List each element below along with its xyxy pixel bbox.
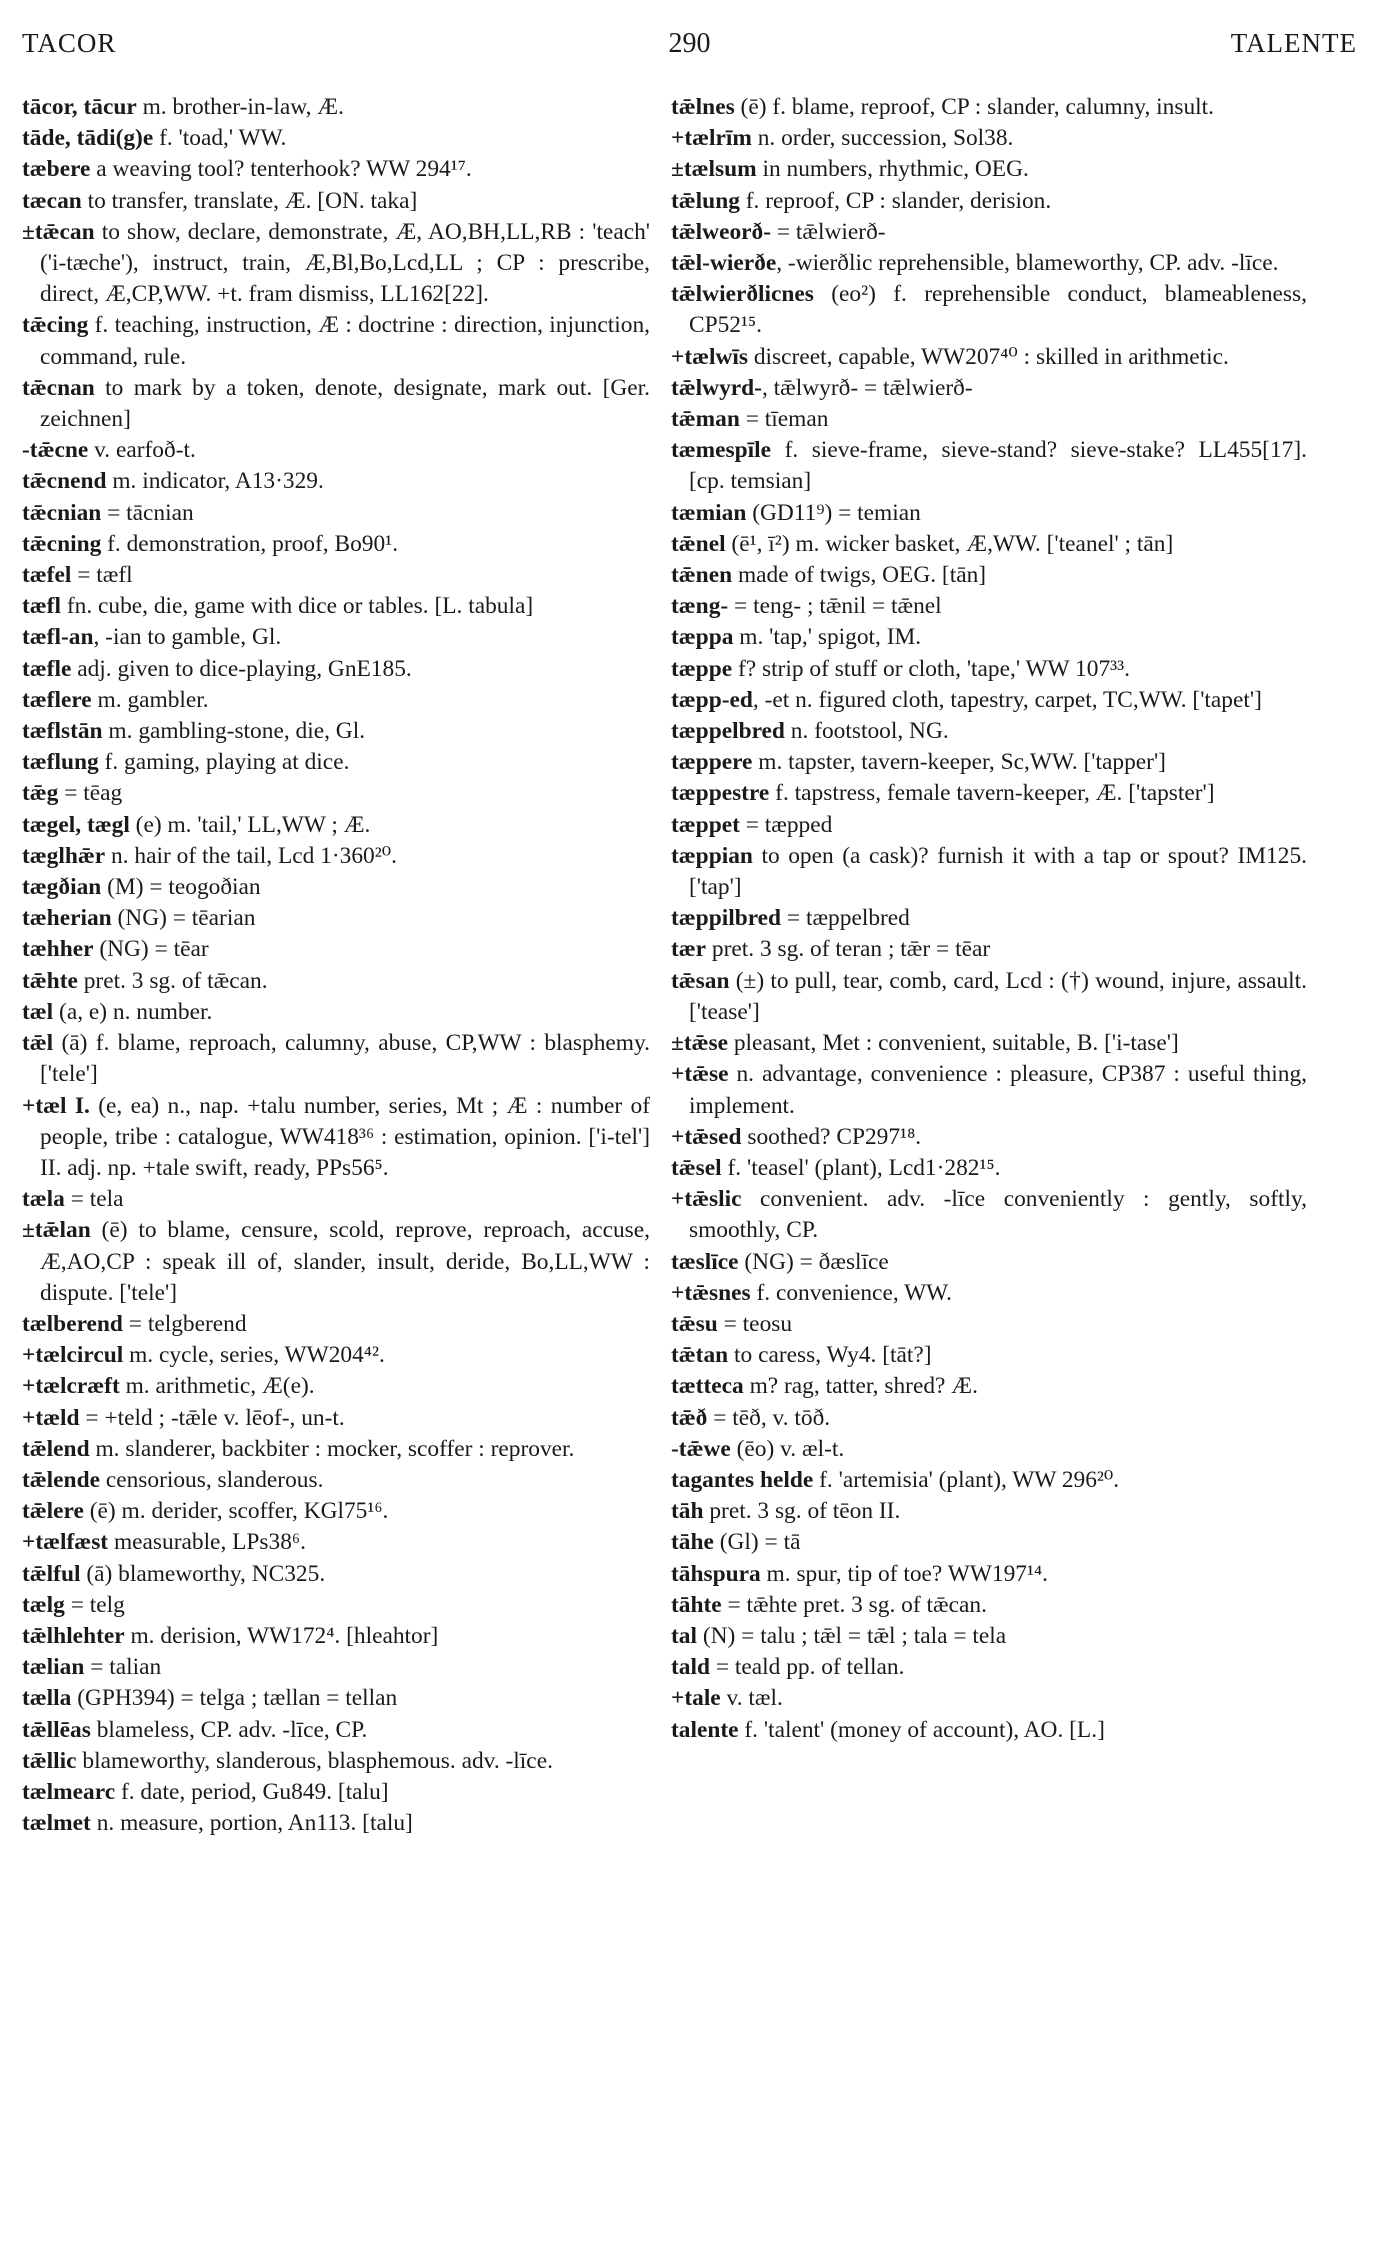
entry-definition: = tæfl <box>71 562 133 589</box>
entry-definition: (GD11⁹) = temian <box>746 499 921 526</box>
entry-definition: (e) m. 'tail,' LL,WW ; Æ. <box>129 811 371 838</box>
dictionary-entry <box>671 154 1307 185</box>
dictionary-entry <box>22 1465 650 1496</box>
entry-headword: tācor, tācur <box>22 94 137 120</box>
entry-headword: tæfle <box>22 655 72 682</box>
dictionary-entry <box>22 1652 650 1683</box>
entry-headword: ±tælsum <box>671 156 757 183</box>
entry-headword: tæl <box>22 998 54 1025</box>
dictionary-entry <box>671 1683 1307 1714</box>
dictionary-entry <box>22 529 650 560</box>
entry-definition: = tēag <box>58 780 123 807</box>
entry-definition: f. 'toad,' WW. <box>153 125 287 152</box>
entry-headword: tæppelbred <box>671 718 785 745</box>
entry-headword: tǣlnes <box>671 94 735 120</box>
entry-definition: (Gl) = tā <box>713 1529 801 1556</box>
entry-definition: n. order, succession, Sol38. <box>751 125 1014 152</box>
entry-definition: (ā) f. blame, reproach, calumny, abuse, CP,WW : blasphemy. ['tele'] <box>40 1030 650 1088</box>
entry-headword: tǣlere <box>22 1498 84 1525</box>
entry-definition: , -wierðlic reprehensible, blameworthy, CP. adv. -līce. <box>776 250 1279 277</box>
dictionary-entry <box>671 560 1307 591</box>
dictionary-entry <box>22 373 650 435</box>
entry-definition: m. gambler. <box>91 686 209 713</box>
entry-definition: = tela <box>64 1186 124 1213</box>
dictionary-entry <box>671 685 1307 716</box>
entry-definition: m? rag, tatter, shred? Æ. <box>743 1373 978 1400</box>
dictionary-entry <box>22 92 650 123</box>
dictionary-entry <box>22 747 650 778</box>
entry-definition: (GPH394) = telga ; tællan = tellan <box>71 1685 398 1712</box>
dictionary-entry <box>671 1403 1307 1434</box>
dictionary-entry <box>22 685 650 716</box>
dictionary-entry <box>671 903 1307 934</box>
dictionary-entry <box>22 872 650 903</box>
entry-headword: tælmearc <box>22 1778 116 1805</box>
entry-headword: talente <box>671 1716 739 1743</box>
entry-headword: +tælwīs <box>671 343 749 370</box>
entry-definition: f. 'talent' (money of account), AO. [L.] <box>738 1716 1105 1743</box>
entry-definition: , tǣlwyrð- = tǣlwierð- <box>761 374 973 401</box>
entry-headword: tæflstān <box>22 718 103 745</box>
entry-headword: tǣhte <box>22 967 78 994</box>
dictionary-entry <box>671 373 1307 404</box>
entry-definition: n. hair of the tail, Lcd 1·360²⁰. <box>105 842 397 869</box>
dictionary-entry <box>671 1496 1307 1527</box>
entry-headword: tæla <box>22 1186 65 1213</box>
dictionary-entry <box>671 1465 1307 1496</box>
entry-definition: m. spur, tip of toe? WW197¹⁴. <box>760 1560 1048 1587</box>
entry-headword: tǣnel <box>671 530 726 557</box>
entry-definition: f. tapstress, female tavern-keeper, Æ. ['tapster'] <box>769 780 1215 807</box>
entry-definition: (ā) blameworthy, NC325. <box>80 1560 326 1587</box>
entry-definition: = tācnian <box>101 499 194 526</box>
entry-definition: v. tæl. <box>720 1685 783 1712</box>
entry-definition: f. gaming, playing at dice. <box>98 749 350 776</box>
dictionary-entry <box>671 1371 1307 1402</box>
entry-headword: tǣlhlehter <box>22 1622 125 1649</box>
dictionary-entry <box>671 1247 1307 1278</box>
dictionary-entry <box>671 1715 1307 1746</box>
entry-definition: pleasant, Met : convenient, suitable, B. ['i-tase'] <box>728 1030 1179 1057</box>
entry-headword: tǣsu <box>671 1310 718 1337</box>
entry-definition: to caress, Wy4. [tāt?] <box>728 1342 932 1369</box>
dictionary-entry <box>671 841 1307 903</box>
entry-definition: v. earfoð-t. <box>88 437 196 464</box>
entry-headword: tæppian <box>671 842 753 869</box>
dictionary-entry <box>671 934 1307 965</box>
entry-definition: to show, declare, demonstrate, Æ, AO,BH,LL,RB : 'teach' ('i-tæche'), instruct, train, Æ,Bl,Bo,Lcd,LL ; CP : prescribe, direct, Æ,CP,WW. +t. fram dismiss, LL162[22]. <box>40 218 650 308</box>
entry-definition: f. reproof, CP : slander, derision. <box>739 187 1052 214</box>
dictionary-entry <box>22 997 650 1028</box>
dictionary-entry <box>671 747 1307 778</box>
dictionary-entry <box>671 1527 1307 1558</box>
dictionary-entry <box>22 466 650 497</box>
entry-headword: ±tǣcan <box>22 218 95 245</box>
entry-headword: -tǣwe <box>671 1435 731 1462</box>
entry-headword: tāhte <box>671 1591 722 1618</box>
dictionary-entry <box>22 1184 650 1215</box>
dictionary-entry <box>671 186 1307 217</box>
entry-headword: +tǣsed <box>671 1123 742 1150</box>
entry-headword: tǣcnan <box>22 374 95 401</box>
entry-headword: tælg <box>22 1591 65 1618</box>
dictionary-entry <box>22 123 650 154</box>
entry-headword: tǣlweorð- <box>671 218 772 245</box>
entry-headword: tǣcnend <box>22 468 107 495</box>
entry-definition: (ē¹, ī²) m. wicker basket, Æ,WW. ['teanel' ; tān] <box>725 530 1174 557</box>
entry-headword: tagantes helde <box>671 1466 814 1493</box>
entry-headword: tāh <box>671 1498 704 1525</box>
dictionary-entry <box>671 1559 1307 1590</box>
dictionary-entry <box>671 810 1307 841</box>
entry-definition: f. convenience, WW. <box>750 1279 952 1306</box>
dictionary-entry <box>22 1371 650 1402</box>
entry-definition: (N) = talu ; tǣl = tǣl ; tala = tela <box>696 1622 1007 1649</box>
entry-definition: = tīeman <box>739 406 829 433</box>
entry-headword: tæppet <box>671 811 740 838</box>
entry-headword: tæfel <box>22 562 72 589</box>
dictionary-entry <box>671 498 1307 529</box>
dictionary-entry <box>671 778 1307 809</box>
entry-headword: tal <box>671 1622 697 1649</box>
dictionary-entry <box>671 1621 1307 1652</box>
dictionary-entry <box>671 248 1307 279</box>
entry-headword: +tælfæst <box>22 1529 109 1556</box>
dictionary-entry <box>671 1153 1307 1184</box>
dictionary-entry <box>22 716 650 747</box>
dictionary-entry <box>671 716 1307 747</box>
entry-definition: f. sieve-frame, sieve-stand? sieve-stake? LL455[17]. [cp. temsian] <box>689 437 1307 495</box>
entry-headword: +tǣslic <box>671 1186 742 1213</box>
running-head-left: TACOR <box>22 28 117 58</box>
entry-headword: tǣlung <box>671 187 740 214</box>
entry-headword: tǣlend <box>22 1435 90 1462</box>
dictionary-entry <box>671 342 1307 373</box>
entry-definition: f. 'artemisia' (plant), WW 296²⁰. <box>813 1466 1120 1493</box>
dictionary-entry <box>22 560 650 591</box>
dictionary-entry <box>22 622 650 653</box>
entry-definition: measurable, LPs38⁶. <box>108 1529 306 1556</box>
entry-definition: = tǣlwierð- <box>771 218 886 245</box>
dictionary-entry <box>22 1215 650 1309</box>
entry-headword: tæng- <box>671 593 729 620</box>
entry-headword: +tælrīm <box>671 125 752 152</box>
dictionary-entry <box>671 217 1307 248</box>
entry-headword: tæfl <box>22 593 61 620</box>
dictionary-entry <box>22 498 650 529</box>
dictionary-entry <box>22 1621 650 1652</box>
entry-headword: tāde, tādi(g)e <box>22 125 154 152</box>
entry-definition: (NG) = tēarian <box>111 905 256 932</box>
entry-definition: to transfer, translate, Æ. [ON. taka] <box>81 187 418 214</box>
entry-definition: = tēð, v. tōð. <box>707 1404 831 1431</box>
dictionary-entry <box>671 1059 1307 1121</box>
entry-headword: tǣman <box>671 406 740 433</box>
dictionary-entry <box>22 1808 650 1839</box>
entry-headword: tǣg <box>22 780 59 807</box>
entry-definition: = talian <box>84 1654 162 1681</box>
dictionary-entry <box>22 654 650 685</box>
dictionary-entry <box>671 622 1307 653</box>
dictionary-entry <box>22 1434 650 1465</box>
entry-headword: tǣlwyrd- <box>671 374 762 401</box>
entry-definition: (ēo) v. æl-t. <box>730 1435 845 1462</box>
dictionary-entry <box>671 1652 1307 1683</box>
entry-headword: tāhe <box>671 1529 714 1556</box>
dictionary-entry <box>671 1590 1307 1621</box>
dictionary-entry <box>671 1309 1307 1340</box>
page-header <box>22 28 1357 68</box>
entry-headword: tǣsel <box>671 1154 722 1181</box>
dictionary-entry <box>671 1028 1307 1059</box>
entry-definition: made of twigs, OEG. [tān] <box>732 562 987 589</box>
dictionary-entry <box>22 1777 650 1808</box>
entry-definition: m. 'tap,' spigot, IM. <box>733 624 922 651</box>
entry-headword: tæpp-ed <box>671 686 753 713</box>
entry-definition: = tæpped <box>739 811 833 838</box>
entry-headword: tǣcning <box>22 530 102 557</box>
dictionary-entry <box>22 154 650 185</box>
entry-headword: tāhspura <box>671 1560 761 1587</box>
entry-definition: m. tapster, tavern-keeper, Sc,WW. ['tapper'] <box>752 749 1166 776</box>
entry-definition: = teng- ; tǣnil = tǣnel <box>728 593 942 620</box>
entry-definition: soothed? CP297¹⁸. <box>741 1123 922 1150</box>
entry-definition: blameworthy, slanderous, blasphemous. adv. -līce. <box>76 1747 553 1774</box>
entry-definition: to mark by a token, denote, designate, mark out. [Ger. zeichnen] <box>40 374 650 433</box>
entry-headword: tǣtan <box>671 1342 729 1369</box>
entry-headword: +tǣse <box>671 1061 729 1088</box>
entry-definition: fn. cube, die, game with dice or tables. [L. tabula] <box>60 593 534 620</box>
entry-headword: tælmet <box>22 1810 91 1837</box>
entry-definition: (ē) m. derider, scoffer, KGl75¹⁶. <box>83 1498 389 1525</box>
entry-headword: +tæl I. <box>22 1092 90 1119</box>
entry-definition: (M) = teogoðian <box>101 874 261 901</box>
entry-definition: n. footstool, NG. <box>784 718 949 745</box>
entry-headword: tær <box>671 936 707 963</box>
right-column <box>671 92 1307 1746</box>
entry-headword: tald <box>671 1654 710 1681</box>
dictionary-entry <box>671 1122 1307 1153</box>
dictionary-entry <box>671 1184 1307 1246</box>
entry-definition: (a, e) n. number. <box>53 998 213 1025</box>
entry-headword: tæppere <box>671 749 753 776</box>
entry-headword: tǣsan <box>671 967 730 994</box>
entry-definition: = teosu <box>717 1310 793 1337</box>
entry-definition: a weaving tool? tenterhook? WW 294¹⁷. <box>90 156 472 183</box>
entry-headword: tǣlwierðlicnes <box>671 281 814 308</box>
dictionary-entry <box>671 279 1307 341</box>
entry-headword: tǣcnian <box>22 499 102 526</box>
dictionary-entry <box>22 1715 650 1746</box>
dictionary-entry <box>22 1403 650 1434</box>
entry-headword: tætteca <box>671 1373 744 1400</box>
running-head-right: TALENTE <box>1230 28 1357 58</box>
dictionary-entry <box>22 186 650 217</box>
entry-headword: tǣl <box>22 1030 54 1057</box>
dictionary-entry <box>22 1590 650 1621</box>
dictionary-entry <box>22 1496 650 1527</box>
dictionary-entry <box>22 1091 650 1185</box>
entry-definition: to open (a cask)? furnish it with a tap or spout? IM125. ['tap'] <box>689 842 1307 901</box>
entry-headword: tælla <box>22 1685 72 1712</box>
entry-definition: f? strip of stuff or cloth, 'tape,' WW 107³³. <box>732 655 1131 682</box>
entry-headword: +tæld <box>22 1404 80 1431</box>
dictionary-entry <box>22 934 650 965</box>
dictionary-entry <box>22 217 650 311</box>
dictionary-entry <box>671 529 1307 560</box>
entry-definition: n. advantage, convenience : pleasure, CP387 : useful thing, implement. <box>689 1061 1307 1119</box>
entry-headword: tæslīce <box>671 1248 739 1275</box>
dictionary-entry <box>22 841 650 872</box>
entry-headword: ±tǣse <box>671 1030 729 1057</box>
entry-headword: tæflung <box>22 749 99 776</box>
entry-definition: f. 'teasel' (plant), Lcd1·282¹⁵. <box>721 1154 1001 1181</box>
entry-headword: tæppe <box>671 655 733 682</box>
entry-definition: = tæppelbred <box>781 905 910 932</box>
dictionary-entry <box>22 310 650 372</box>
dictionary-entry <box>671 92 1307 123</box>
entry-definition: m. slanderer, backbiter : mocker, scoffer : reprover. <box>89 1435 575 1462</box>
dictionary-entry <box>22 1527 650 1558</box>
entry-definition: (NG) = ðæslīce <box>738 1248 889 1275</box>
entry-headword: tæcan <box>22 187 82 214</box>
entry-definition: adj. given to dice-playing, GnE185. <box>71 655 412 682</box>
entry-headword: -tǣcne <box>22 437 89 464</box>
entry-definition: (e, ea) n., nap. +talu number, series, Mt ; Æ : number of people, tribe : catalogue, WW418³⁶ : estimation, opinion. ['i-tel'] II. adj. np. +tale swift, ready, PPs56⁵. <box>40 1092 650 1181</box>
entry-definition: m. cycle, series, WW204⁴². <box>123 1342 385 1369</box>
entry-definition: f. date, period, Gu849. [talu] <box>115 1778 389 1805</box>
entry-definition: = telgberend <box>122 1310 247 1337</box>
entry-headword: tæppestre <box>671 780 770 807</box>
entry-headword: tǣcing <box>22 312 89 339</box>
entry-definition: f. demonstration, proof, Bo90¹. <box>101 530 399 557</box>
entry-headword: tægel, tægl <box>22 811 130 838</box>
entry-definition: m. gambling-stone, die, Gl. <box>102 718 366 745</box>
entry-headword: tǣlende <box>22 1466 100 1493</box>
entry-headword: ±tǣlan <box>22 1217 91 1244</box>
entry-definition: = telg <box>64 1591 125 1618</box>
dictionary-entry <box>671 591 1307 622</box>
entry-definition: censorious, slanderous. <box>99 1466 324 1493</box>
dictionary-entry <box>671 435 1307 497</box>
dictionary-entry <box>22 903 650 934</box>
dictionary-entry <box>671 966 1307 1028</box>
entry-definition: (±) to pull, tear, comb, card, Lcd : (†) wound, injure, assault. ['tease'] <box>689 967 1307 1025</box>
entry-headword: tægðian <box>22 874 102 901</box>
entry-headword: +tælcircul <box>22 1342 124 1369</box>
entry-definition: (eo²) f. reprehensible conduct, blameableness, CP52¹⁵. <box>689 281 1307 339</box>
entry-headword: tæhher <box>22 936 94 963</box>
entry-definition: , -et n. figured cloth, tapestry, carpet, TC,WW. ['tapet'] <box>752 686 1262 713</box>
dictionary-entry <box>671 123 1307 154</box>
entry-definition: (ē) f. blame, reproof, CP : slander, calumny, insult. <box>734 94 1214 120</box>
entry-definition: pret. 3 sg. of tēon II. <box>703 1498 901 1525</box>
entry-headword: tælberend <box>22 1310 123 1337</box>
dictionary-entry <box>22 591 650 622</box>
entry-definition: = tǣhte pret. 3 sg. of tǣcan. <box>721 1591 987 1618</box>
dictionary-entry <box>22 1028 650 1090</box>
entry-definition: (NG) = tēar <box>93 936 209 963</box>
entry-headword: +tale <box>671 1685 721 1712</box>
entry-headword: tæbere <box>22 156 91 183</box>
entry-definition: pret. 3 sg. of tǣcan. <box>77 967 268 994</box>
entry-definition: = teald pp. of tellan. <box>710 1654 905 1681</box>
dictionary-entry <box>22 778 650 809</box>
dictionary-entry <box>22 1340 650 1371</box>
dictionary-entry <box>671 1434 1307 1465</box>
entry-definition: , -ian to gamble, Gl. <box>93 624 282 651</box>
entry-headword: tæppilbred <box>671 905 782 932</box>
entry-definition: blameless, CP. adv. -līce, CP. <box>90 1716 368 1743</box>
left-column <box>22 92 650 1839</box>
dictionary-entry <box>22 966 650 997</box>
entry-definition: = +teld ; -tǣle v. lēof-, un-t. <box>79 1404 345 1431</box>
entry-headword: +tælcræft <box>22 1373 120 1400</box>
entry-definition: discreet, capable, WW207⁴⁰ : skilled in arithmetic. <box>748 343 1229 370</box>
entry-definition: m. indicator, A13·329. <box>106 468 324 495</box>
dictionary-entry <box>22 435 650 466</box>
dictionary-entry <box>671 654 1307 685</box>
entry-headword: +tǣsnes <box>671 1279 751 1306</box>
dictionary-entry <box>22 1309 650 1340</box>
entry-headword: tælian <box>22 1654 85 1681</box>
entry-headword: tǣnen <box>671 562 733 589</box>
entry-definition: f. teaching, instruction, Æ : doctrine : direction, injunction, command, rule. <box>40 312 650 370</box>
entry-definition: m. brother-in-law, Æ. <box>136 94 344 120</box>
entry-definition: pret. 3 sg. of teran ; tǣr = tēar <box>706 936 991 963</box>
dictionary-entry <box>22 1559 650 1590</box>
dictionary-entry <box>22 1683 650 1714</box>
entry-headword: tǣlful <box>22 1560 81 1587</box>
entry-headword: tǣð <box>671 1404 708 1431</box>
entry-headword: tæherian <box>22 905 112 932</box>
entry-definition: m. derision, WW172⁴. [hleahtor] <box>124 1622 439 1649</box>
page-number: 290 <box>668 28 711 59</box>
entry-headword: tæmespīle <box>671 437 772 464</box>
entry-headword: tæflere <box>22 686 92 713</box>
dictionary-entry <box>22 810 650 841</box>
entry-definition: m. arithmetic, Æ(e). <box>119 1373 315 1400</box>
dictionary-entry <box>671 1340 1307 1371</box>
entry-headword: tǣllic <box>22 1747 77 1774</box>
entry-definition: in numbers, rhythmic, OEG. <box>756 156 1029 183</box>
entry-headword: tæmian <box>671 499 747 526</box>
entry-headword: tæglhǣr <box>22 842 106 869</box>
dictionary-entry <box>671 404 1307 435</box>
entry-headword: tǣllēas <box>22 1716 91 1743</box>
entry-headword: tæppa <box>671 624 734 651</box>
entry-definition: convenient. adv. -līce conveniently : gently, softly, smoothly, CP. <box>689 1186 1307 1244</box>
entry-headword: tæfl-an <box>22 624 94 651</box>
entry-definition: (ē) to blame, censure, scold, reprove, reproach, accuse, Æ,AO,CP : speak ill of, slander, insult, deride, Bo,LL,WW : dispute. ['tele'] <box>40 1217 650 1306</box>
entry-definition: n. measure, portion, An113. [talu] <box>90 1810 413 1837</box>
dictionary-entry <box>22 1746 650 1777</box>
dictionary-entry <box>671 1278 1307 1309</box>
entry-headword: tǣl-wierðe <box>671 250 777 277</box>
